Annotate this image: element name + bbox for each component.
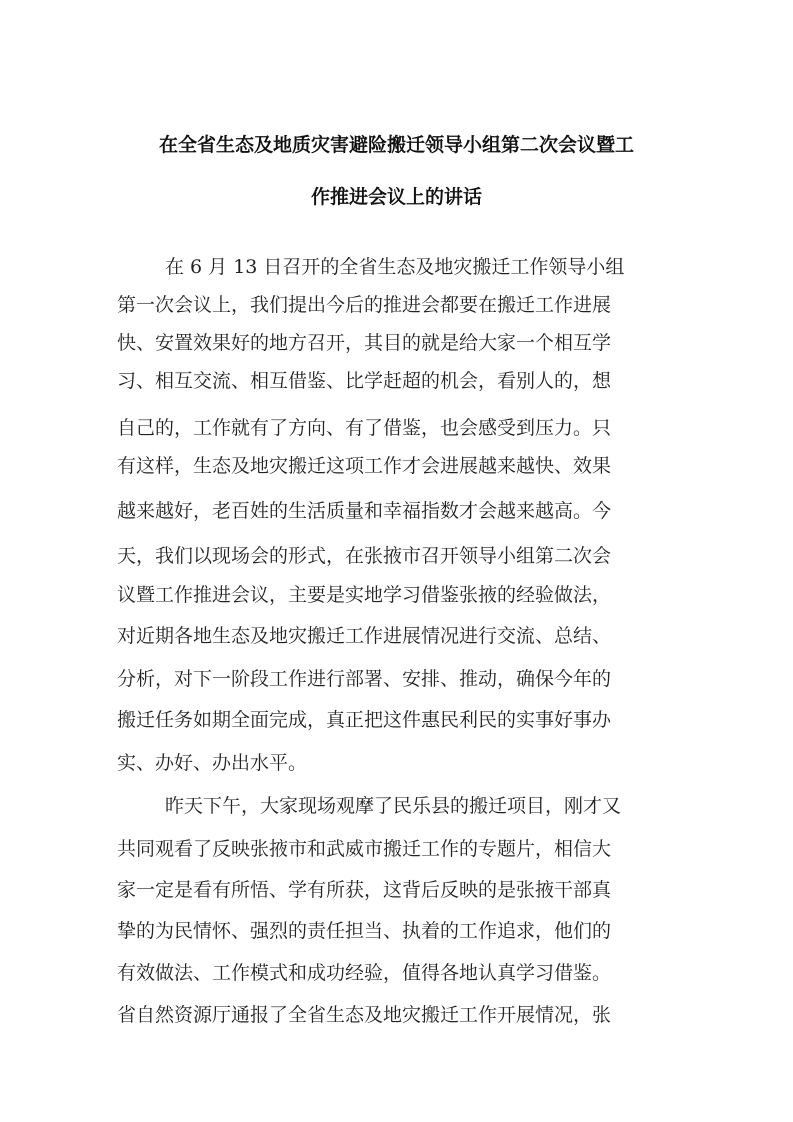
- paragraph-1-line-13: 实、办好、办出水平。: [117, 752, 308, 774]
- paragraph-1-line-10: 对近期各地生态及地灾搬迁工作进展情况进行交流、总结、: [117, 625, 612, 647]
- paragraph-1-line-9: 议暨工作推进会议，主要是实地学习借鉴张掖的经验做法，: [117, 584, 612, 606]
- paragraph-1-line-3: 快、安置效果好的地方召开，其目的就是给大家一个相互学: [117, 332, 612, 354]
- paragraph-2-line-3: 家一定是看有所悟、学有所获，这背后反映的是张掖干部真: [117, 879, 612, 901]
- paragraph-1-line-4: 习、相互交流、相互借鉴、比学赶超的机会，看别人的，想: [117, 370, 612, 392]
- paragraph-2-line-2: 共同观看了反映张掖市和武威市搬迁工作的专题片，相信大: [117, 838, 612, 860]
- paragraph-1-line-8: 天，我们以现场会的形式，在张掖市召开领导小组第二次会: [117, 545, 612, 567]
- paragraph-1-line-6: 有这样，生态及地灾搬迁这项工作才会进展越来越快、效果: [117, 455, 612, 477]
- paragraph-1-line-12: 搬迁任务如期全面完成，真正把这件惠民利民的实事好事办: [117, 709, 612, 731]
- paragraph-2-line-4: 挚的为民情怀、强烈的责任担当、执着的工作追求，他们的: [117, 920, 612, 942]
- paragraph-1-line-2: 第一次会议上，我们提出今后的推进会都要在搬迁工作进展: [117, 294, 612, 316]
- paragraph-1-line-5: 自己的，工作就有了方向、有了借鉴，也会感受到压力。只: [117, 417, 612, 439]
- document-title-line-1: 在全省生态及地质灾害避险搬迁领导小组第二次会议暨工: [158, 134, 634, 156]
- paragraph-2-line-6: 省自然资源厅通报了全省生态及地灾搬迁工作开展情况，张: [117, 1004, 612, 1026]
- paragraph-2-line-5: 有效做法、工作模式和成功经验，值得各地认真学习借鉴。: [117, 962, 612, 984]
- paragraph-1-line-7: 越来越好，老百姓的生活质量和幸福指数才会越来越高。今: [117, 500, 612, 522]
- paragraph-1-line-1: 在 6 月 13 日召开的全省生态及地灾搬迁工作领导小组: [165, 256, 625, 278]
- paragraph-1-line-11: 分析，对下一阶段工作进行部署、安排、推动，确保今年的: [117, 668, 612, 690]
- paragraph-2-line-1: 昨天下午，大家现场观摩了民乐县的搬迁项目，刚才又: [165, 795, 622, 817]
- document-title-line-2: 作推进会议上的讲话: [310, 186, 482, 208]
